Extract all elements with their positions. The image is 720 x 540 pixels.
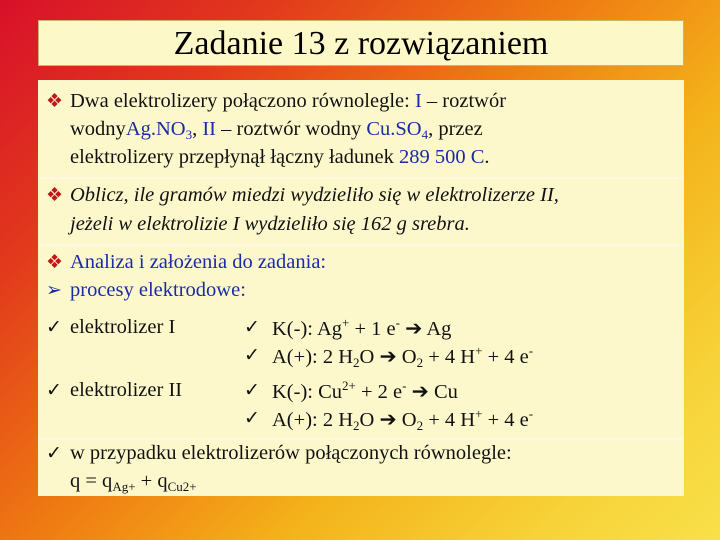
reaction-arrow-icon: ➔: [379, 346, 397, 368]
separator: [38, 438, 684, 440]
charge-equation: $q = q_{Ag+} + q_{Cu2+}$: [70, 470, 197, 494]
anode-reaction-2: A(+): 2 $H_2O$ ➔ $O_2 + 4$ H+ + 4 e-: [272, 406, 534, 433]
reaction-arrow-icon: ➔: [379, 409, 397, 431]
reaction-arrow-icon: ➔: [405, 318, 423, 340]
diamond-bullet-icon: ❖: [46, 91, 64, 112]
separator: [38, 244, 684, 246]
check-bullet-icon: ✓: [46, 443, 62, 464]
check-bullet-icon: ✓: [244, 317, 260, 338]
cathode-reaction-1: K(-): Ag+ + 1 e- ➔ Ag: [272, 315, 452, 340]
slide-title: Zadanie 13 z rozwiązaniem: [38, 20, 684, 66]
check-bullet-icon: ✓: [46, 380, 62, 401]
check-bullet-icon: ✓: [244, 345, 260, 366]
reaction-arrow-icon: ➔: [411, 381, 429, 403]
check-bullet-icon: ✓: [46, 317, 62, 338]
diamond-bullet-icon: ❖: [46, 252, 64, 273]
anode-reaction-1: A(+): 2 $H_2O$ ➔ $O_2 + 4$ H+ + 4 e-: [272, 343, 534, 370]
cathode-reaction-2: K(-): $Cu^{2+} + 2$ e- ➔ Cu: [272, 378, 458, 403]
diamond-bullet-icon: ❖: [46, 185, 64, 206]
check-bullet-icon: ✓: [244, 380, 260, 401]
check-bullet-icon: ✓: [244, 408, 260, 429]
separator: [38, 177, 684, 179]
content-panel: ❖ Dwa elektrolizery połączono równolegle: I – roztwór $wodnyAg.NO_3$, II – roztwór wodny $Cu.SO_4$, przez elektrolizery przepłynął łączny ładunek 289 500 C. ❖ Oblicz, ile gramów miedzi wydzieliło się w elektrolizerze II, jeżeli w elektrolizie I wydzieliło się 162 g srebra. ❖ Analiza i założenia do zadania: ➢ procesy elektrodowe: ✓ elektrolizer I ✓ K(-): Ag+ + 1 e- ➔ Ag ✓ A(+): 2 $H_2O$ ➔ $O_2 + 4$ H+ + 4 e- ✓ elektrolizer II ✓ K(-): $Cu^{2+} + 2$ e- ➔ Cu ✓ A(+): 2 $H_2O$ ➔ $O_2 + 4$ H+ + 4 e- ✓ w przypadku elektrolizerów połączonych równolegle: $q = q_{Ag+} + q_{Cu2+}$: [38, 80, 684, 496]
arrow-bullet-icon: ➢: [46, 280, 62, 301]
